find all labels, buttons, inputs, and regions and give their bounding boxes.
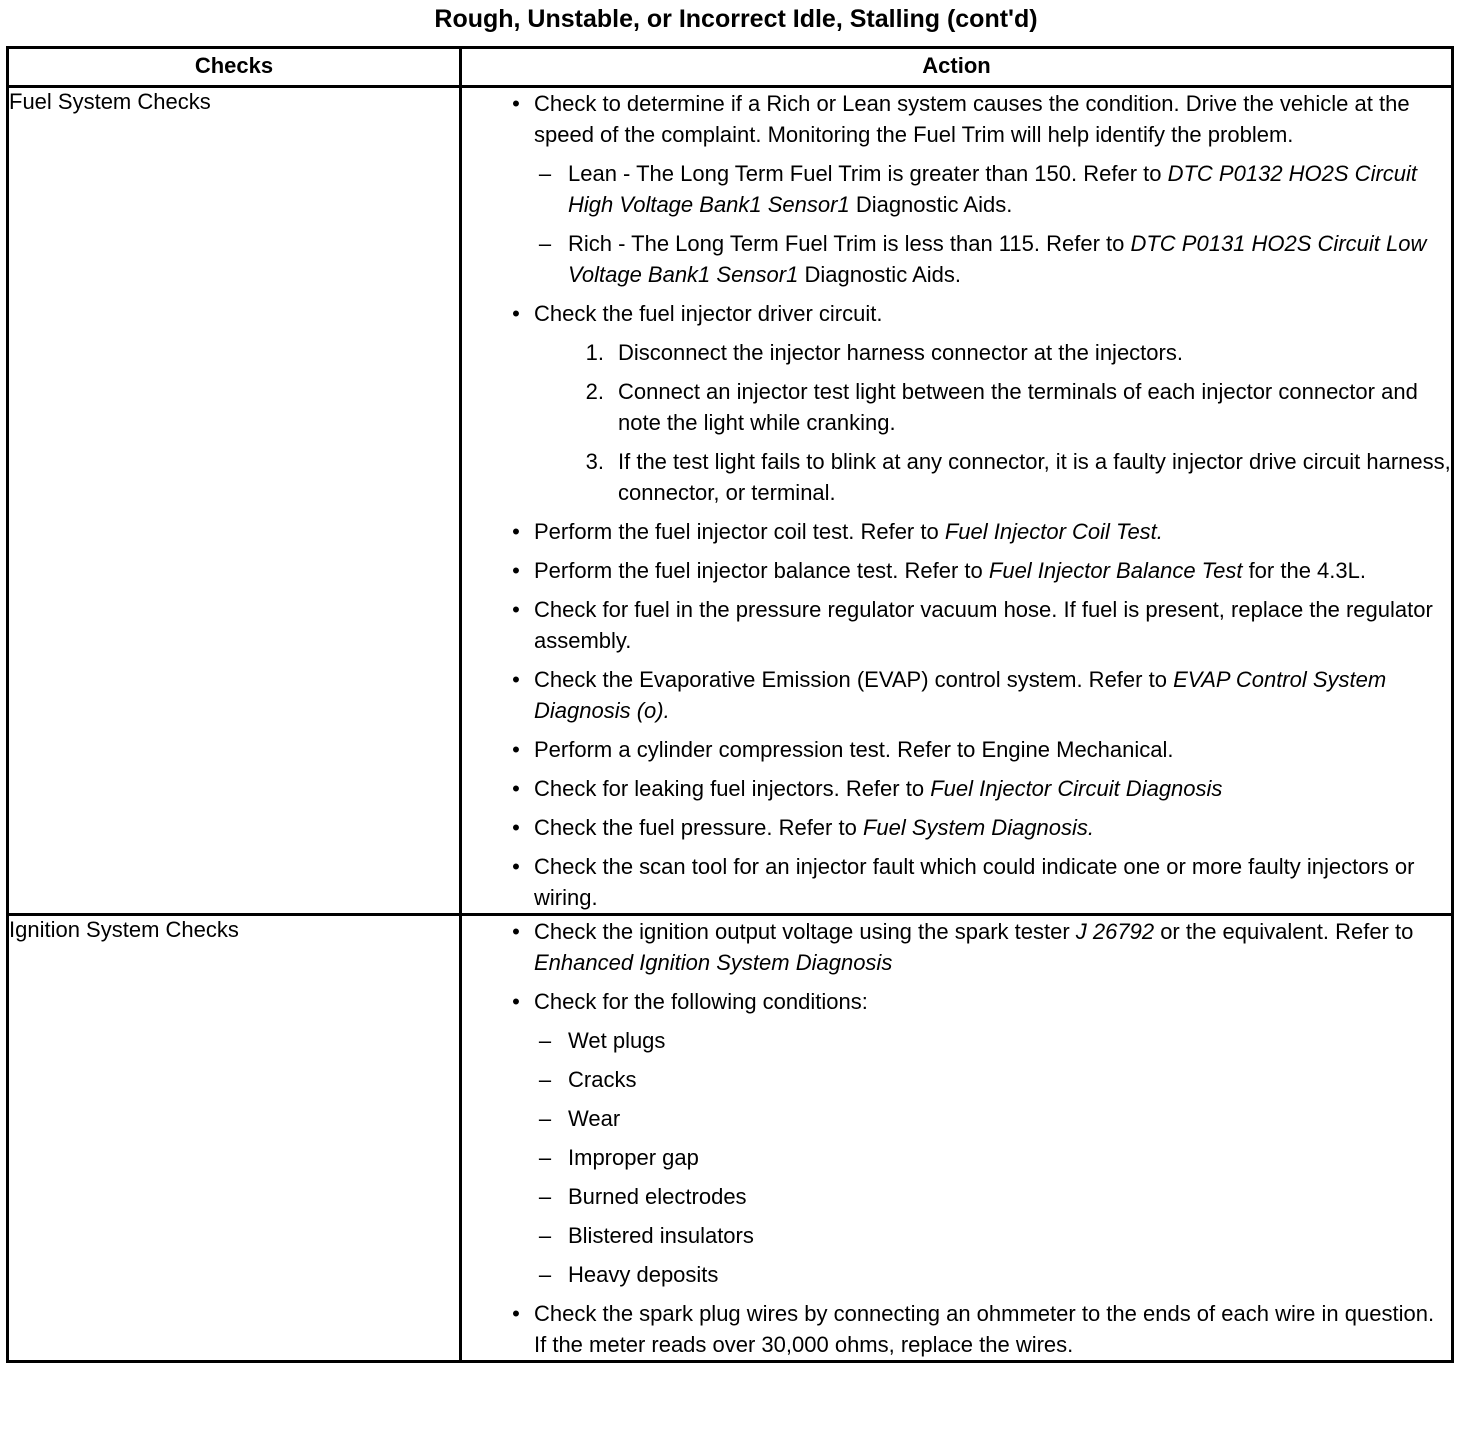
list-item bbox=[462, 734, 1451, 765]
dash-icon: – bbox=[538, 161, 552, 186]
list-item bbox=[462, 555, 1451, 586]
dash-icon: – bbox=[538, 1067, 552, 1092]
list-item bbox=[534, 1064, 1451, 1095]
condition-text: Blistered insulators bbox=[568, 1223, 754, 1248]
diagnostic-table bbox=[6, 46, 1454, 1363]
action-text: Check the spark plug wires by connecting an ohmmeter to the ends of each wire in question. If the meter reads over 30,000 ohms, replace the wires. bbox=[534, 1301, 1435, 1357]
action-text: Check the fuel pressure. Refer to bbox=[534, 815, 863, 840]
ignition-system-checks-cell: Ignition System Checks bbox=[8, 915, 461, 1362]
action-text: Diagnostic Aids. bbox=[849, 192, 1013, 217]
bullet-icon: • bbox=[512, 301, 520, 326]
list-item bbox=[462, 773, 1451, 804]
step-number: 3. bbox=[585, 449, 604, 474]
list-item bbox=[462, 812, 1451, 843]
bullet-icon: • bbox=[512, 919, 520, 944]
bullet-icon: • bbox=[512, 91, 520, 116]
list-item bbox=[534, 1025, 1451, 1056]
reference-link[interactable]: Fuel Injector Coil Test. bbox=[944, 519, 1163, 544]
action-text: Connect an injector test light between the terminals of each injector connector and note the light while cranking. bbox=[618, 379, 1418, 435]
condition-text: Wet plugs bbox=[568, 1028, 666, 1053]
condition-text: Cracks bbox=[568, 1067, 637, 1092]
list-item bbox=[462, 986, 1451, 1290]
action-text: Check to determine if a Rich or Lean system causes the condition. Drive the vehicle at the speed of the complaint. Monitoring the Fuel Trim will help identify the problem. bbox=[534, 91, 1410, 147]
dash-icon: – bbox=[538, 1028, 552, 1053]
list-item bbox=[534, 158, 1451, 220]
list-item bbox=[462, 916, 1451, 978]
dash-icon: – bbox=[538, 1145, 552, 1170]
step-number: 1. bbox=[585, 340, 604, 365]
table-header-row bbox=[8, 48, 1453, 87]
list-item bbox=[462, 1298, 1451, 1360]
table-row-fuel bbox=[8, 87, 1453, 915]
reference-link[interactable]: EVAP Control System Diagnosis (o). bbox=[534, 667, 1387, 723]
action-text: Perform the fuel injector coil test. Refer to bbox=[534, 519, 945, 544]
action-text: Perform the fuel injector balance test. Refer to bbox=[534, 558, 989, 583]
reference-link[interactable]: Fuel Injector Balance Test bbox=[988, 558, 1243, 583]
bullet-icon: • bbox=[512, 989, 520, 1014]
action-text: Check for the following conditions: bbox=[534, 989, 868, 1014]
action-text: Diagnostic Aids. bbox=[798, 262, 961, 287]
reference-link[interactable]: Fuel Injector Circuit Diagnosis bbox=[930, 776, 1223, 801]
condition-text: Heavy deposits bbox=[568, 1262, 719, 1287]
condition-text: Burned electrodes bbox=[568, 1184, 747, 1209]
dash-icon: – bbox=[538, 1262, 552, 1287]
action-text: or the equivalent. Refer to bbox=[1154, 919, 1414, 944]
action-text: Check for leaking fuel injectors. Refer to bbox=[534, 776, 931, 801]
action-text: Check the ignition output voltage using the spark tester bbox=[534, 919, 1076, 944]
bullet-icon: • bbox=[512, 737, 520, 762]
list-item bbox=[462, 851, 1451, 913]
action-text: Check the fuel injector driver circuit. bbox=[534, 301, 883, 326]
action-text: Check the scan tool for an injector fault which could indicate one or more faulty injectors or wiring. bbox=[534, 854, 1415, 910]
action-text: for the 4.3L. bbox=[1242, 558, 1366, 583]
ignition-system-actions-cell bbox=[461, 915, 1453, 1362]
action-text: Lean - The Long Term Fuel Trim is greater than 150. Refer to bbox=[568, 161, 1168, 186]
bullet-icon: • bbox=[512, 1301, 520, 1326]
reference-link[interactable]: DTC P0131 HO2S Circuit Low Voltage Bank1 Sensor1 bbox=[568, 231, 1427, 287]
dash-icon: – bbox=[538, 1106, 552, 1131]
list-item bbox=[534, 1259, 1451, 1290]
fuel-system-checks-cell: Fuel System Checks bbox=[8, 87, 461, 915]
step-number: 2. bbox=[585, 379, 604, 404]
list-item bbox=[534, 228, 1451, 290]
list-item bbox=[534, 376, 1451, 438]
list-item bbox=[534, 1142, 1451, 1173]
action-text: If the test light fails to blink at any connector, it is a faulty injector drive circuit harness, connector, or terminal. bbox=[618, 449, 1451, 505]
action-text: Perform a cylinder compression test. Refer to Engine Mechanical. bbox=[534, 737, 1174, 762]
dash-icon: – bbox=[538, 1184, 552, 1209]
bullet-icon: • bbox=[512, 558, 520, 583]
fuel-action-list bbox=[462, 88, 1451, 913]
bullet-icon: • bbox=[512, 815, 520, 840]
action-text: Check the Evaporative Emission (EVAP) control system. Refer to bbox=[534, 667, 1174, 692]
table-row-ignition bbox=[8, 915, 1453, 1362]
action-header: Action bbox=[461, 48, 1453, 87]
list-item bbox=[534, 1181, 1451, 1212]
bullet-icon: • bbox=[512, 776, 520, 801]
fuel-system-actions-cell bbox=[461, 87, 1453, 915]
bullet-icon: • bbox=[512, 854, 520, 879]
bullet-icon: • bbox=[512, 597, 520, 622]
list-item bbox=[462, 516, 1451, 547]
bullet-icon: • bbox=[512, 519, 520, 544]
list-item bbox=[534, 337, 1451, 368]
list-item bbox=[462, 88, 1451, 290]
page-title: Rough, Unstable, or Incorrect Idle, Stalling (cont'd) bbox=[434, 5, 1038, 33]
list-item bbox=[462, 594, 1451, 656]
reference-link[interactable]: Enhanced Ignition System Diagnosis bbox=[534, 950, 893, 975]
dash-icon: – bbox=[538, 231, 552, 256]
fuel-trim-sublist bbox=[534, 158, 1451, 290]
reference-link[interactable]: Fuel System Diagnosis. bbox=[862, 815, 1095, 840]
reference-link[interactable]: J 26792 bbox=[1075, 919, 1155, 944]
list-item bbox=[534, 1220, 1451, 1251]
list-item bbox=[534, 446, 1451, 508]
dash-icon: – bbox=[538, 1223, 552, 1248]
condition-text: Improper gap bbox=[568, 1145, 699, 1170]
list-item bbox=[462, 664, 1451, 726]
conditions-sublist bbox=[534, 1025, 1451, 1290]
injector-steps-list bbox=[534, 337, 1451, 508]
ignition-action-list bbox=[462, 916, 1451, 1360]
checks-header: Checks bbox=[8, 48, 461, 87]
action-text: Rich - The Long Term Fuel Trim is less than 115. Refer to bbox=[568, 231, 1131, 256]
condition-text: Wear bbox=[568, 1106, 621, 1131]
action-text: Check for fuel in the pressure regulator vacuum hose. If fuel is present, replace the regulator assembly. bbox=[534, 597, 1433, 653]
reference-link[interactable]: DTC P0132 HO2S Circuit High Voltage Bank1 Sensor1 bbox=[568, 161, 1418, 217]
bullet-icon: • bbox=[512, 667, 520, 692]
list-item bbox=[462, 298, 1451, 508]
action-text: Disconnect the injector harness connector at the injectors. bbox=[618, 340, 1183, 365]
list-item bbox=[534, 1103, 1451, 1134]
